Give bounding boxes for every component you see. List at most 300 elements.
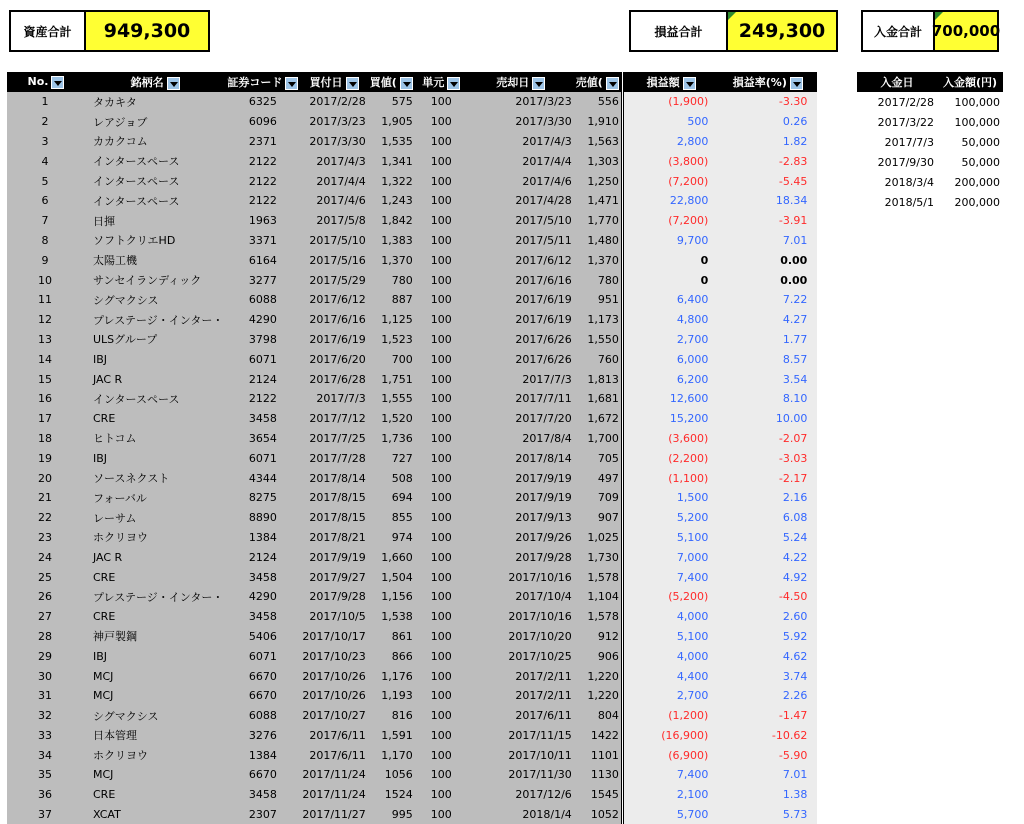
no-cell[interactable]: 11 xyxy=(38,293,52,307)
no-cell[interactable]: 19 xyxy=(38,451,52,465)
buy-price-cell[interactable]: 1,520 xyxy=(381,412,413,426)
pl-cell[interactable]: 4,400 xyxy=(622,666,718,686)
unit-cell[interactable]: 100 xyxy=(430,590,452,604)
code-cell[interactable]: 1384 xyxy=(248,748,277,762)
header-buy-price[interactable] xyxy=(368,72,415,92)
sell-date-cell[interactable]: 2017/9/13 xyxy=(515,511,572,525)
buy-date-cell[interactable]: 2017/7/28 xyxy=(309,451,366,465)
no-cell[interactable]: 28 xyxy=(38,629,52,643)
deposit-amount-cell[interactable]: 50,000 xyxy=(961,135,1000,149)
name-cell[interactable]: 太陽工機 xyxy=(93,254,137,268)
code-cell[interactable]: 6096 xyxy=(248,115,277,129)
no-cell[interactable]: 8 xyxy=(41,233,49,247)
pl-cell[interactable]: 6,400 xyxy=(622,290,718,310)
code-cell[interactable]: 1384 xyxy=(248,530,277,544)
code-cell[interactable]: 3458 xyxy=(248,570,277,584)
pl-rate-cell[interactable]: -4.50 xyxy=(718,587,817,607)
buy-date-cell[interactable]: 2017/4/6 xyxy=(316,194,366,208)
sell-date-cell[interactable]: 2017/11/30 xyxy=(508,768,572,782)
pl-cell[interactable]: (1,900) xyxy=(622,92,718,112)
unit-cell[interactable]: 100 xyxy=(430,669,452,683)
unit-cell[interactable]: 100 xyxy=(430,808,452,822)
buy-price-cell[interactable]: 866 xyxy=(391,649,413,663)
sell-price-cell[interactable]: 709 xyxy=(597,491,619,505)
pl-cell[interactable]: 5,700 xyxy=(622,805,718,824)
sell-price-cell[interactable]: 1,173 xyxy=(587,313,619,327)
buy-price-cell[interactable]: 1,370 xyxy=(381,253,413,267)
filter-dropdown-icon[interactable] xyxy=(167,77,180,90)
sell-date-cell[interactable]: 2017/11/15 xyxy=(508,728,572,742)
no-cell[interactable]: 30 xyxy=(38,669,52,683)
deposit-amount-cell[interactable]: 200,000 xyxy=(954,175,1000,189)
name-cell[interactable]: IBJ xyxy=(93,352,108,366)
name-cell[interactable]: ULSグループ xyxy=(93,333,158,347)
sell-date-cell[interactable]: 2017/2/11 xyxy=(515,689,572,703)
pl-cell[interactable]: 4,800 xyxy=(622,310,718,330)
no-cell[interactable]: 36 xyxy=(38,788,52,802)
buy-price-cell[interactable]: 1,555 xyxy=(381,392,413,406)
pl-cell[interactable]: (7,200) xyxy=(622,211,718,231)
no-cell[interactable]: 17 xyxy=(38,412,52,426)
code-cell[interactable]: 3458 xyxy=(248,412,277,426)
code-cell[interactable]: 6071 xyxy=(248,649,277,663)
buy-price-cell[interactable]: 700 xyxy=(391,352,413,366)
sell-date-cell[interactable]: 2017/10/16 xyxy=(508,610,572,624)
sell-price-cell[interactable]: 804 xyxy=(597,709,619,723)
pl-cell[interactable]: 7,400 xyxy=(622,765,718,785)
pl-cell[interactable]: 0 xyxy=(622,270,718,290)
buy-date-cell[interactable]: 2017/7/25 xyxy=(309,431,366,445)
no-cell[interactable]: 32 xyxy=(38,709,52,723)
no-cell[interactable]: 27 xyxy=(38,610,52,624)
pl-cell[interactable]: 5,100 xyxy=(622,528,718,548)
name-cell[interactable]: ソフトクリエHD xyxy=(93,234,176,248)
buy-price-cell[interactable]: 861 xyxy=(391,629,413,643)
code-cell[interactable]: 8275 xyxy=(248,491,277,505)
buy-price-cell[interactable]: 1,538 xyxy=(381,610,413,624)
deposit-date-cell[interactable]: 2017/2/28 xyxy=(877,95,934,109)
buy-price-cell[interactable]: 575 xyxy=(391,95,413,109)
buy-price-cell[interactable]: 1,243 xyxy=(381,194,413,208)
no-cell[interactable]: 14 xyxy=(38,352,52,366)
pl-rate-cell[interactable]: 0.00 xyxy=(718,270,817,290)
filter-dropdown-icon[interactable] xyxy=(346,77,359,90)
pl-cell[interactable]: 2,700 xyxy=(622,686,718,706)
filter-dropdown-icon[interactable] xyxy=(532,77,545,90)
sell-date-cell[interactable]: 2017/6/26 xyxy=(515,352,572,366)
buy-date-cell[interactable]: 2017/6/12 xyxy=(309,293,366,307)
sell-date-cell[interactable]: 2017/10/4 xyxy=(515,590,572,604)
sell-price-cell[interactable]: 1,672 xyxy=(587,412,619,426)
unit-cell[interactable]: 100 xyxy=(430,174,452,188)
pl-rate-cell[interactable]: 1.38 xyxy=(718,785,817,805)
name-cell[interactable]: カカクコム xyxy=(93,135,148,149)
name-cell[interactable]: インタースペース xyxy=(93,175,180,189)
buy-date-cell[interactable]: 2017/5/10 xyxy=(309,233,366,247)
name-cell[interactable]: タカキタ xyxy=(93,95,137,109)
pl-cell[interactable]: (1,100) xyxy=(622,468,718,488)
sell-date-cell[interactable]: 2017/6/26 xyxy=(515,332,572,346)
unit-cell[interactable]: 100 xyxy=(430,511,452,525)
buy-price-cell[interactable]: 887 xyxy=(391,293,413,307)
no-cell[interactable]: 12 xyxy=(38,313,52,327)
buy-price-cell[interactable]: 1056 xyxy=(384,768,413,782)
sell-date-cell[interactable]: 2017/7/3 xyxy=(522,372,572,386)
sell-date-cell[interactable]: 2017/12/6 xyxy=(515,788,572,802)
name-cell[interactable]: 日揮 xyxy=(93,214,115,228)
pl-rate-cell[interactable]: -2.83 xyxy=(718,151,817,171)
sell-price-cell[interactable]: 951 xyxy=(597,293,619,307)
header-buy-date[interactable] xyxy=(300,72,367,92)
pl-cell[interactable]: 0 xyxy=(622,250,718,270)
code-cell[interactable]: 6071 xyxy=(248,451,277,465)
sell-date-cell[interactable]: 2017/2/11 xyxy=(515,669,572,683)
pl-rate-cell[interactable]: 18.34 xyxy=(718,191,817,211)
sell-price-cell[interactable]: 1,813 xyxy=(587,372,619,386)
filter-dropdown-icon[interactable] xyxy=(683,77,696,90)
pl-rate-cell[interactable]: 3.54 xyxy=(718,369,817,389)
sell-price-cell[interactable]: 497 xyxy=(597,471,619,485)
name-cell[interactable]: インタースペース xyxy=(93,155,180,169)
sell-price-cell[interactable]: 1,578 xyxy=(587,610,619,624)
sell-date-cell[interactable]: 2018/1/4 xyxy=(522,808,572,822)
unit-cell[interactable]: 100 xyxy=(430,253,452,267)
pl-cell[interactable]: (3,800) xyxy=(622,151,718,171)
buy-date-cell[interactable]: 2017/3/23 xyxy=(309,115,366,129)
code-cell[interactable]: 2122 xyxy=(248,392,277,406)
code-cell[interactable]: 2122 xyxy=(248,194,277,208)
sell-date-cell[interactable]: 2017/10/16 xyxy=(508,570,572,584)
sell-date-cell[interactable]: 2017/5/11 xyxy=(515,233,572,247)
no-cell[interactable]: 18 xyxy=(38,431,52,445)
buy-date-cell[interactable]: 2017/11/24 xyxy=(302,768,366,782)
header-sell-price[interactable] xyxy=(574,72,623,92)
pl-rate-cell[interactable]: 7.01 xyxy=(718,231,817,251)
name-cell[interactable]: CRE xyxy=(93,788,116,802)
sell-date-cell[interactable]: 2017/3/23 xyxy=(515,95,572,109)
code-cell[interactable]: 4290 xyxy=(248,590,277,604)
deposit-amount-cell[interactable]: 100,000 xyxy=(954,95,1000,109)
code-cell[interactable]: 6670 xyxy=(248,768,277,782)
sell-price-cell[interactable]: 1,770 xyxy=(587,214,619,228)
unit-cell[interactable]: 100 xyxy=(430,95,452,109)
code-cell[interactable]: 2124 xyxy=(248,372,277,386)
header-pl-rate[interactable] xyxy=(718,72,817,92)
sell-price-cell[interactable]: 907 xyxy=(597,511,619,525)
name-cell[interactable]: ソースネクスト xyxy=(93,472,170,486)
buy-price-cell[interactable]: 855 xyxy=(391,511,413,525)
sell-date-cell[interactable]: 2017/8/4 xyxy=(522,431,572,445)
name-cell[interactable]: ホクリヨウ xyxy=(93,531,148,545)
buy-date-cell[interactable]: 2017/7/12 xyxy=(309,412,366,426)
sell-price-cell[interactable]: 1,250 xyxy=(587,174,619,188)
buy-date-cell[interactable]: 2017/11/27 xyxy=(302,808,366,822)
pl-rate-cell[interactable]: -2.17 xyxy=(718,468,817,488)
code-cell[interactable]: 8890 xyxy=(248,511,277,525)
no-cell[interactable]: 7 xyxy=(41,214,49,228)
buy-price-cell[interactable]: 1,660 xyxy=(381,550,413,564)
pl-rate-cell[interactable]: -5.90 xyxy=(718,745,817,765)
name-cell[interactable]: IBJ xyxy=(93,451,108,465)
buy-date-cell[interactable]: 2017/11/24 xyxy=(302,788,366,802)
sell-price-cell[interactable]: 1101 xyxy=(590,748,619,762)
unit-cell[interactable]: 100 xyxy=(430,154,452,168)
unit-cell[interactable]: 100 xyxy=(430,372,452,386)
unit-cell[interactable]: 100 xyxy=(430,748,452,762)
name-cell[interactable]: XCAT xyxy=(93,808,121,822)
pl-rate-cell[interactable]: 8.57 xyxy=(718,349,817,369)
buy-date-cell[interactable]: 2017/10/26 xyxy=(302,689,366,703)
unit-cell[interactable]: 100 xyxy=(430,115,452,129)
buy-date-cell[interactable]: 2017/7/3 xyxy=(316,392,366,406)
unit-cell[interactable]: 100 xyxy=(430,610,452,624)
buy-price-cell[interactable]: 1,523 xyxy=(381,332,413,346)
code-cell[interactable]: 2124 xyxy=(248,550,277,564)
unit-cell[interactable]: 100 xyxy=(430,392,452,406)
pl-rate-cell[interactable]: 4.92 xyxy=(718,567,817,587)
buy-date-cell[interactable]: 2017/6/19 xyxy=(309,332,366,346)
pl-rate-cell[interactable]: 7.01 xyxy=(718,765,817,785)
sell-date-cell[interactable]: 2017/6/19 xyxy=(515,293,572,307)
pl-cell[interactable]: 5,200 xyxy=(622,508,718,528)
name-cell[interactable]: CRE xyxy=(93,412,116,426)
sell-price-cell[interactable]: 1,025 xyxy=(587,530,619,544)
sell-date-cell[interactable]: 2017/9/19 xyxy=(515,491,572,505)
buy-price-cell[interactable]: 1,156 xyxy=(381,590,413,604)
no-cell[interactable]: 21 xyxy=(38,491,52,505)
sell-price-cell[interactable]: 906 xyxy=(597,649,619,663)
deposit-date-cell[interactable]: 2017/3/22 xyxy=(877,115,934,129)
pl-cell[interactable]: 15,200 xyxy=(622,409,718,429)
buy-date-cell[interactable]: 2017/5/8 xyxy=(316,214,366,228)
sell-price-cell[interactable]: 1130 xyxy=(590,768,619,782)
pl-rate-cell[interactable]: -2.07 xyxy=(718,429,817,449)
sell-date-cell[interactable]: 2017/4/4 xyxy=(522,154,572,168)
code-cell[interactable]: 3276 xyxy=(248,728,277,742)
pl-rate-cell[interactable]: -5.45 xyxy=(718,171,817,191)
code-cell[interactable]: 6088 xyxy=(248,709,277,723)
buy-price-cell[interactable]: 694 xyxy=(391,491,413,505)
buy-date-cell[interactable]: 2017/4/3 xyxy=(316,154,366,168)
sell-price-cell[interactable]: 1,563 xyxy=(587,134,619,148)
sell-date-cell[interactable]: 2017/6/19 xyxy=(515,313,572,327)
deposit-header-amount[interactable]: 入金額(円) xyxy=(937,72,1003,92)
unit-cell[interactable]: 100 xyxy=(430,134,452,148)
name-cell[interactable]: プレステージ・インター・ xyxy=(93,590,224,604)
code-cell[interactable]: 2122 xyxy=(248,154,277,168)
buy-date-cell[interactable]: 2017/10/17 xyxy=(302,629,366,643)
unit-cell[interactable]: 100 xyxy=(430,649,452,663)
sell-date-cell[interactable]: 2017/5/10 xyxy=(515,214,572,228)
unit-cell[interactable]: 100 xyxy=(430,214,452,228)
unit-cell[interactable]: 100 xyxy=(430,233,452,247)
buy-date-cell[interactable]: 2017/9/27 xyxy=(309,570,366,584)
no-cell[interactable]: 20 xyxy=(38,471,52,485)
buy-date-cell[interactable]: 2017/6/11 xyxy=(309,748,366,762)
pl-rate-cell[interactable]: 8.10 xyxy=(718,389,817,409)
pl-rate-cell[interactable]: 2.60 xyxy=(718,607,817,627)
buy-date-cell[interactable]: 2017/8/15 xyxy=(309,491,366,505)
sell-date-cell[interactable]: 2017/7/20 xyxy=(515,412,572,426)
no-cell[interactable]: 26 xyxy=(38,590,52,604)
buy-price-cell[interactable]: 816 xyxy=(391,709,413,723)
code-cell[interactable]: 6071 xyxy=(248,352,277,366)
filter-dropdown-icon[interactable] xyxy=(790,77,803,90)
name-cell[interactable]: MCJ xyxy=(93,689,114,703)
sell-price-cell[interactable]: 1,910 xyxy=(587,115,619,129)
buy-price-cell[interactable]: 1,591 xyxy=(381,728,413,742)
code-cell[interactable]: 6670 xyxy=(248,689,277,703)
pl-cell[interactable]: 5,100 xyxy=(622,627,718,647)
sell-price-cell[interactable]: 1,220 xyxy=(587,669,619,683)
unit-cell[interactable]: 100 xyxy=(430,412,452,426)
name-cell[interactable]: シグマクシス xyxy=(93,709,159,723)
deposit-date-cell[interactable]: 2018/5/1 xyxy=(884,195,934,209)
pl-cell[interactable]: 2,100 xyxy=(622,785,718,805)
buy-date-cell[interactable]: 2017/6/20 xyxy=(309,352,366,366)
filter-dropdown-icon[interactable] xyxy=(606,77,619,90)
code-cell[interactable]: 3458 xyxy=(248,788,277,802)
buy-price-cell[interactable]: 1,125 xyxy=(381,313,413,327)
pl-rate-cell[interactable]: 2.16 xyxy=(718,488,817,508)
pl-cell[interactable]: 12,600 xyxy=(622,389,718,409)
buy-price-cell[interactable]: 1,751 xyxy=(381,372,413,386)
pl-rate-cell[interactable]: 0.26 xyxy=(718,112,817,132)
no-cell[interactable]: 22 xyxy=(38,511,52,525)
no-cell[interactable]: 25 xyxy=(38,570,52,584)
unit-cell[interactable]: 100 xyxy=(430,728,452,742)
sell-date-cell[interactable]: 2017/7/11 xyxy=(515,392,572,406)
buy-date-cell[interactable]: 2017/5/29 xyxy=(309,273,366,287)
sell-price-cell[interactable]: 1,480 xyxy=(587,233,619,247)
code-cell[interactable]: 2307 xyxy=(248,808,277,822)
header-name[interactable] xyxy=(85,72,225,92)
pl-cell[interactable]: 2,800 xyxy=(622,132,718,152)
deposit-amount-cell[interactable]: 100,000 xyxy=(954,115,1000,129)
code-cell[interactable]: 6088 xyxy=(248,293,277,307)
assets-value[interactable]: 949,300 xyxy=(86,10,210,52)
unit-cell[interactable]: 100 xyxy=(430,550,452,564)
unit-cell[interactable]: 100 xyxy=(430,491,452,505)
buy-price-cell[interactable]: 1,535 xyxy=(381,134,413,148)
buy-date-cell[interactable]: 2017/10/27 xyxy=(302,709,366,723)
name-cell[interactable]: ヒトコム xyxy=(93,432,137,446)
sell-price-cell[interactable]: 1052 xyxy=(590,808,619,822)
code-cell[interactable]: 3277 xyxy=(248,273,277,287)
unit-cell[interactable]: 100 xyxy=(430,352,452,366)
unit-cell[interactable]: 100 xyxy=(430,451,452,465)
header-code[interactable] xyxy=(225,72,300,92)
buy-date-cell[interactable]: 2017/10/5 xyxy=(309,610,366,624)
pl-cell[interactable]: (2,200) xyxy=(622,448,718,468)
profit-value[interactable] xyxy=(728,10,838,52)
pl-rate-cell[interactable]: 1.82 xyxy=(718,132,817,152)
code-cell[interactable]: 3458 xyxy=(248,610,277,624)
sell-price-cell[interactable]: 1,578 xyxy=(587,570,619,584)
sell-date-cell[interactable]: 2017/6/11 xyxy=(515,709,572,723)
name-cell[interactable]: CRE xyxy=(93,610,116,624)
code-cell[interactable]: 4290 xyxy=(248,313,277,327)
pl-rate-cell[interactable]: 4.62 xyxy=(718,646,817,666)
unit-cell[interactable]: 100 xyxy=(430,530,452,544)
pl-rate-cell[interactable]: -1.47 xyxy=(718,706,817,726)
buy-price-cell[interactable]: 780 xyxy=(391,273,413,287)
unit-cell[interactable]: 100 xyxy=(430,431,452,445)
buy-date-cell[interactable]: 2017/10/26 xyxy=(302,669,366,683)
buy-price-cell[interactable]: 1,736 xyxy=(381,431,413,445)
buy-date-cell[interactable]: 2017/3/30 xyxy=(309,134,366,148)
buy-date-cell[interactable]: 2017/6/28 xyxy=(309,372,366,386)
pl-cell[interactable]: (1,200) xyxy=(622,706,718,726)
sell-price-cell[interactable]: 1,220 xyxy=(587,689,619,703)
pl-rate-cell[interactable]: 7.22 xyxy=(718,290,817,310)
code-cell[interactable]: 4344 xyxy=(248,471,277,485)
unit-cell[interactable]: 100 xyxy=(430,788,452,802)
pl-cell[interactable]: 7,000 xyxy=(622,547,718,567)
buy-price-cell[interactable]: 1,341 xyxy=(381,154,413,168)
name-cell[interactable]: 日本管理 xyxy=(93,729,137,743)
name-cell[interactable]: シグマクシス xyxy=(93,293,159,307)
no-cell[interactable]: 16 xyxy=(38,392,52,406)
pl-cell[interactable]: 22,800 xyxy=(622,191,718,211)
buy-price-cell[interactable]: 995 xyxy=(391,808,413,822)
buy-date-cell[interactable]: 2017/6/11 xyxy=(309,728,366,742)
unit-cell[interactable]: 100 xyxy=(430,709,452,723)
pl-rate-cell[interactable]: 6.08 xyxy=(718,508,817,528)
sell-date-cell[interactable]: 2017/4/6 xyxy=(522,174,572,188)
code-cell[interactable]: 6164 xyxy=(248,253,277,267)
pl-cell[interactable]: 6,000 xyxy=(622,349,718,369)
no-cell[interactable]: 15 xyxy=(38,372,52,386)
no-cell[interactable]: 33 xyxy=(38,728,52,742)
name-cell[interactable]: フォーバル xyxy=(93,491,147,505)
unit-cell[interactable]: 100 xyxy=(430,194,452,208)
no-cell[interactable]: 13 xyxy=(38,332,52,346)
name-cell[interactable]: 神戸製鋼 xyxy=(93,630,137,644)
unit-cell[interactable]: 100 xyxy=(430,332,452,346)
buy-date-cell[interactable]: 2017/4/4 xyxy=(316,174,366,188)
unit-cell[interactable]: 100 xyxy=(430,629,452,643)
sell-price-cell[interactable]: 760 xyxy=(597,352,619,366)
buy-date-cell[interactable]: 2017/8/15 xyxy=(309,511,366,525)
pl-cell[interactable]: (7,200) xyxy=(622,171,718,191)
buy-date-cell[interactable]: 2017/6/16 xyxy=(309,313,366,327)
no-cell[interactable]: 37 xyxy=(38,808,52,822)
sell-date-cell[interactable]: 2017/10/11 xyxy=(508,748,572,762)
name-cell[interactable]: レーサム xyxy=(93,511,137,525)
sell-price-cell[interactable]: 1,471 xyxy=(587,194,619,208)
pl-rate-cell[interactable]: 1.77 xyxy=(718,330,817,350)
sell-date-cell[interactable]: 2017/6/16 xyxy=(515,273,572,287)
filter-dropdown-icon[interactable] xyxy=(285,77,298,90)
buy-date-cell[interactable]: 2017/9/28 xyxy=(309,590,366,604)
deposit-date-cell[interactable]: 2018/3/4 xyxy=(884,175,934,189)
buy-date-cell[interactable]: 2017/8/21 xyxy=(309,530,366,544)
pl-rate-cell[interactable]: 10.00 xyxy=(718,409,817,429)
no-cell[interactable]: 6 xyxy=(41,194,49,208)
sell-price-cell[interactable]: 556 xyxy=(597,95,619,109)
name-cell[interactable]: サンセイランディック xyxy=(93,274,202,288)
unit-cell[interactable]: 100 xyxy=(430,313,452,327)
no-cell[interactable]: 3 xyxy=(41,134,49,148)
sell-price-cell[interactable]: 1,730 xyxy=(587,550,619,564)
no-cell[interactable]: 29 xyxy=(38,649,52,663)
pl-rate-cell[interactable]: -3.30 xyxy=(718,92,817,112)
buy-price-cell[interactable]: 1,193 xyxy=(381,689,413,703)
no-cell[interactable]: 35 xyxy=(38,768,52,782)
deposit-date-cell[interactable]: 2017/9/30 xyxy=(877,155,934,169)
filter-dropdown-icon[interactable] xyxy=(51,76,64,89)
